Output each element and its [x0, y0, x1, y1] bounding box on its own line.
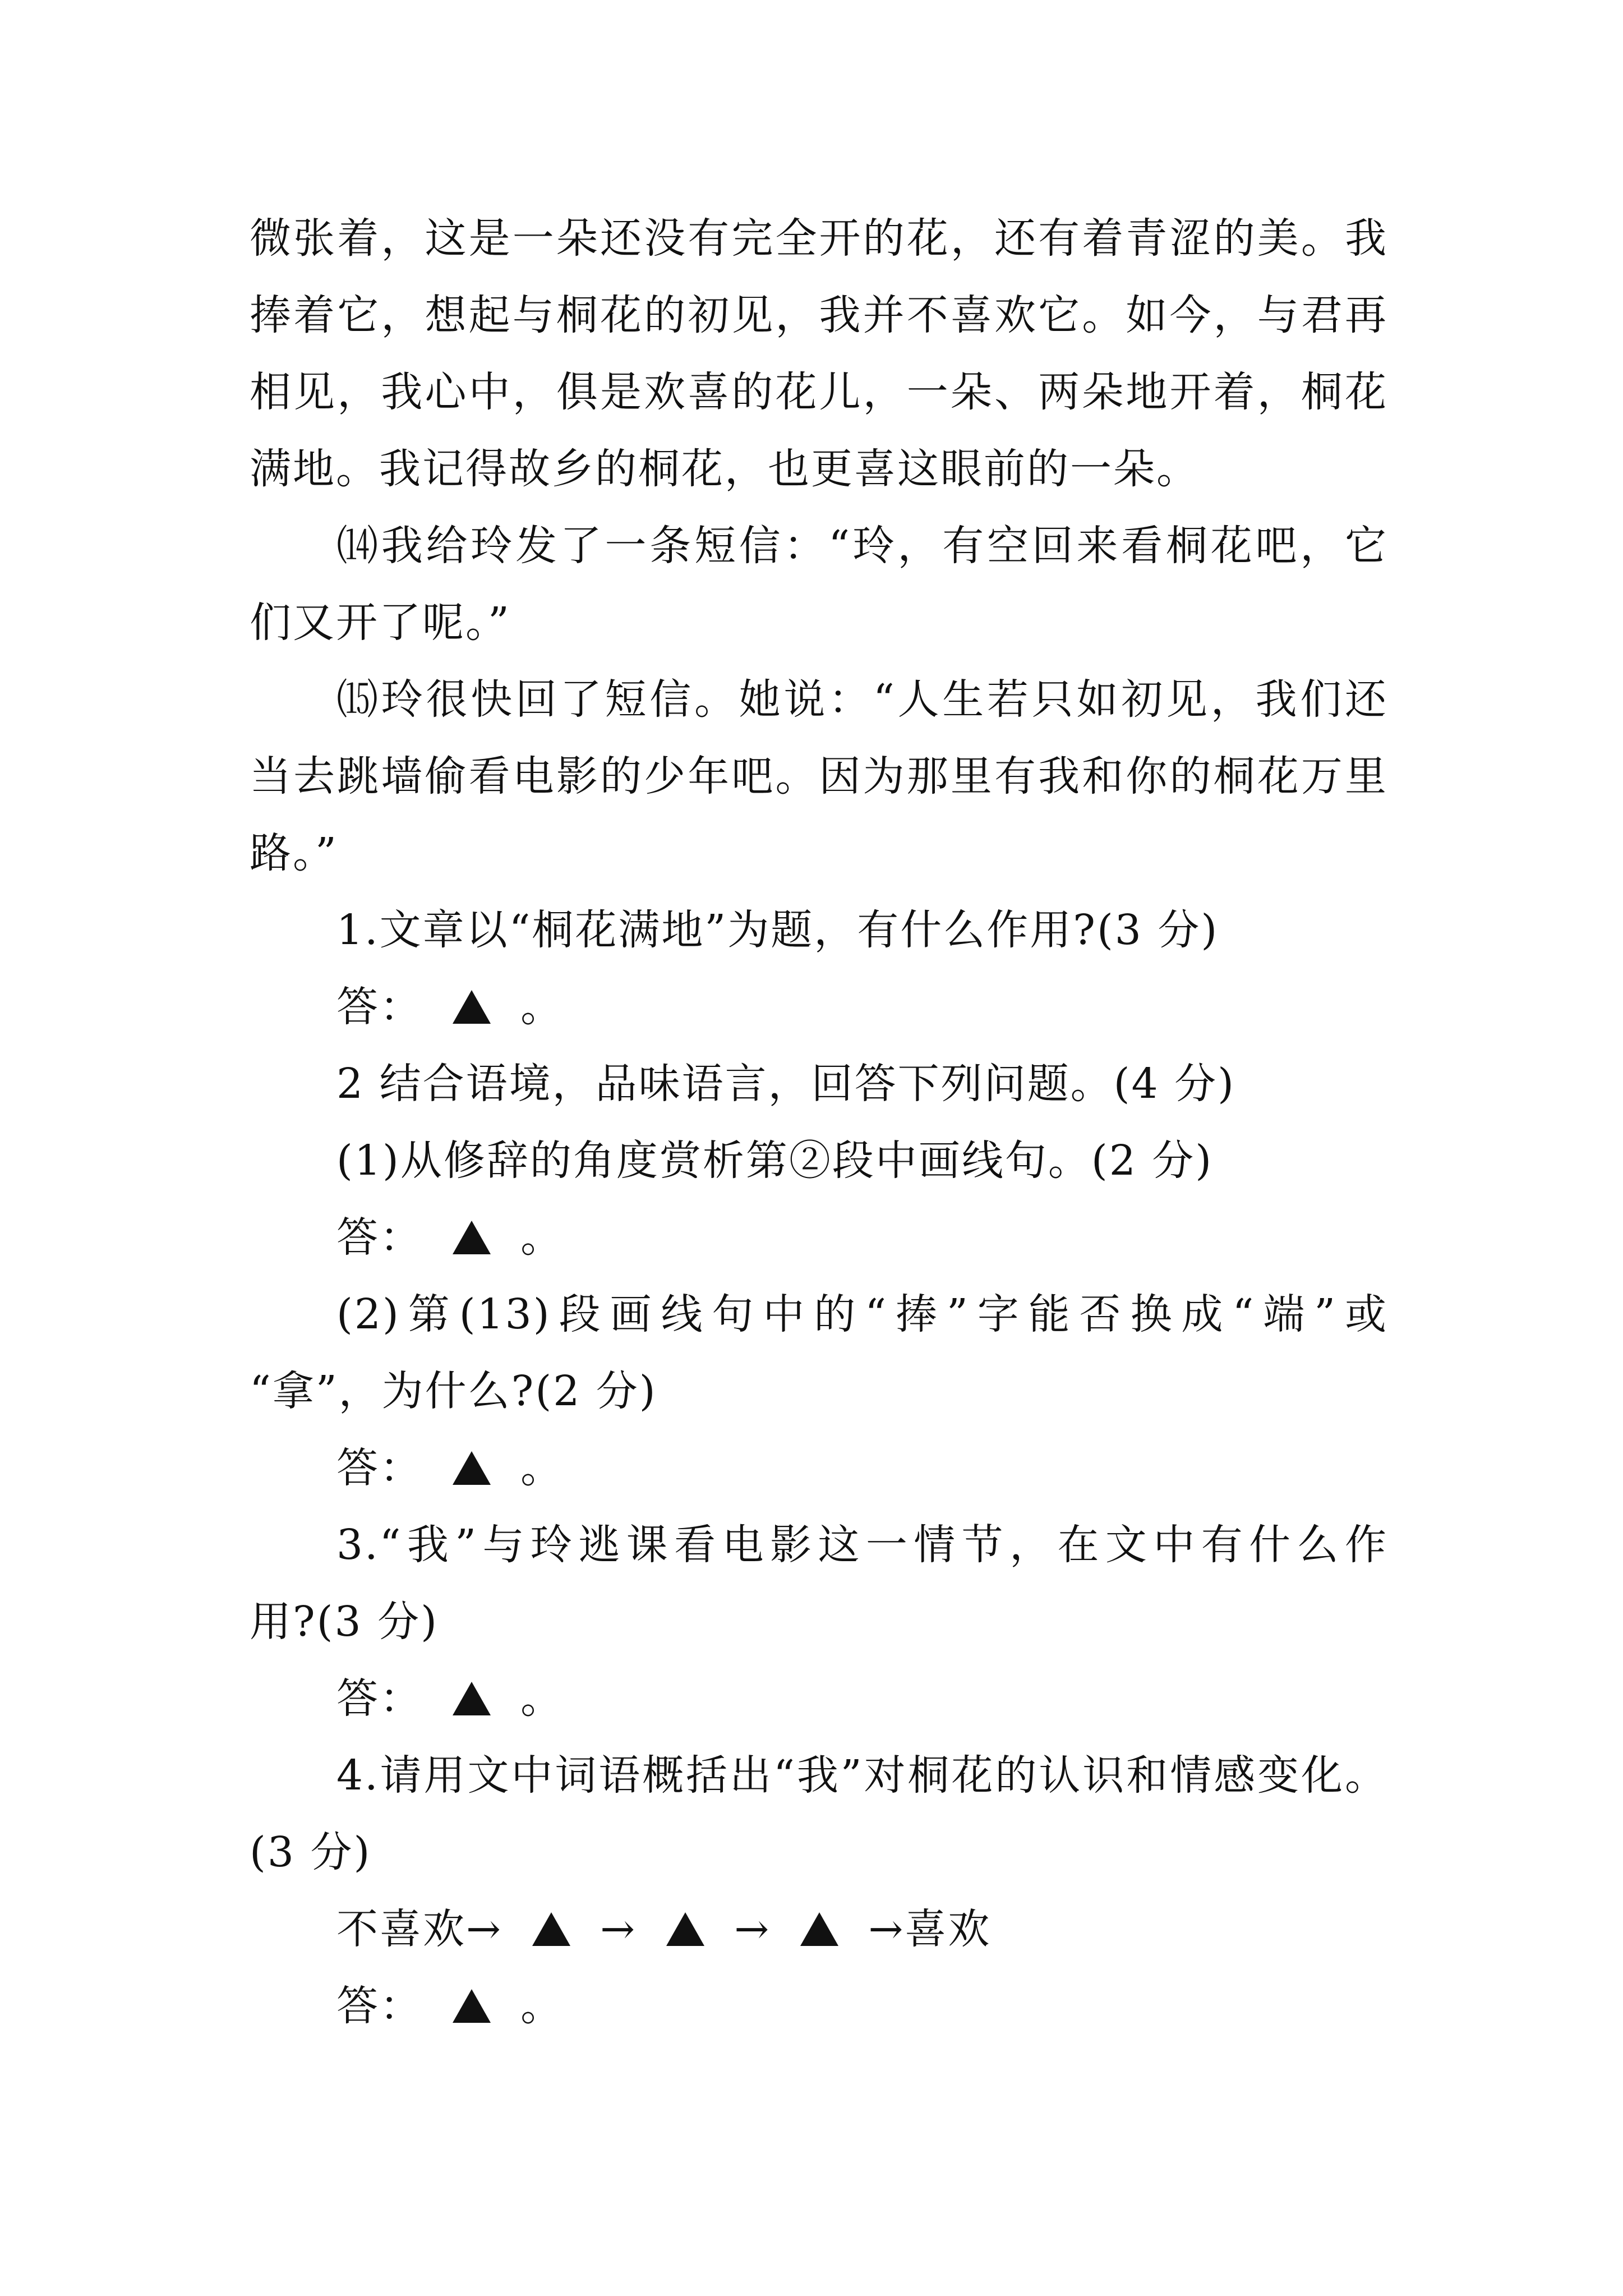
answer-label: 答：: [336, 983, 423, 1031]
answer-line-2-2: [336, 1440, 1388, 1496]
passage-line-2: 捧着它，想起与桐花的初见，我并不喜欢它。如今，与君再: [250, 291, 1388, 339]
answer-label: 答：: [336, 1444, 423, 1492]
triangle-marker-icon: [453, 990, 491, 1024]
paragraph-15-line-1: ⒂玲很快回了短信。她说：“人生若只如初见，我们还: [336, 675, 1388, 724]
question-1: 1.文章以“桐花满地”为题，有什么作用?(3 分): [336, 906, 1219, 954]
answer-end: 。: [520, 1982, 564, 2030]
answer-label: 答：: [336, 1674, 423, 1723]
paragraph-15-line-3: 路。”: [250, 829, 338, 877]
answer-end: 。: [520, 1213, 564, 1262]
question-4-line-2: (3 分): [250, 1828, 372, 1876]
question-3-line-1: 3.“我”与玲逃课看电影这一情节，在文中有什么作: [336, 1521, 1388, 1569]
answer-label: 答：: [336, 1982, 423, 2030]
answer-line-3: [336, 1671, 1388, 1727]
answer-end: 。: [520, 1674, 564, 1723]
question-2: 2 结合语境，品味语言，回答下列问题。(4 分): [336, 1060, 1235, 1108]
triangle-marker-icon: [453, 1989, 491, 2023]
emotion-flow: [336, 1901, 1388, 1957]
answer-label: 答：: [336, 1213, 423, 1262]
question-2-2-line-2: “拿”，为什么?(2 分): [250, 1367, 657, 1415]
question-2-2-line-1: (2)第(13)段画线句中的“捧”字能否换成“端”或: [336, 1290, 1388, 1338]
passage-line-1: 微张着，这是一朵还没有完全开的花，还有着青涩的美。我: [250, 214, 1388, 263]
passage-line-3: 相见，我心中，俱是欢喜的花儿，一朵、两朵地开着，桐花: [250, 368, 1388, 416]
flow-arrow: →: [734, 1905, 771, 1953]
triangle-marker-icon: [453, 1221, 491, 1254]
answer-line-4: [336, 1978, 1388, 2034]
triangle-marker-icon: [532, 1912, 570, 1946]
paragraph-14-line-2: 们又开了呢。”: [250, 599, 511, 647]
triangle-marker-icon: [453, 1451, 491, 1485]
paragraph-15-line-2: 当去跳墙偷看电影的少年吧。因为那里有我和你的桐花万里: [250, 752, 1388, 800]
question-2-1: (1)从修辞的角度赏析第②段中画线句。(2 分): [336, 1137, 1214, 1185]
answer-end: 。: [520, 983, 564, 1031]
answer-line-2-1: [336, 1209, 1388, 1266]
flow-end: →喜欢: [868, 1905, 992, 1953]
flow-start: 不喜欢→: [336, 1905, 503, 1953]
triangle-marker-icon: [666, 1912, 704, 1946]
answer-end: 。: [520, 1444, 564, 1492]
passage-line-4: 满地。我记得故乡的桐花，也更喜这眼前的一朵。: [250, 445, 1200, 493]
question-4-line-1: 4.请用文中词语概括出“我”对桐花的认识和情感变化。: [336, 1751, 1388, 1800]
question-3-line-2: 用?(3 分): [250, 1598, 439, 1646]
answer-line-1: [336, 979, 1388, 1035]
triangle-marker-icon: [800, 1912, 838, 1946]
flow-arrow: →: [600, 1905, 637, 1953]
paragraph-14-line-1: ⒁我给玲发了一条短信：“玲，有空回来看桐花吧，它: [336, 522, 1388, 570]
triangle-marker-icon: [453, 1682, 491, 1715]
